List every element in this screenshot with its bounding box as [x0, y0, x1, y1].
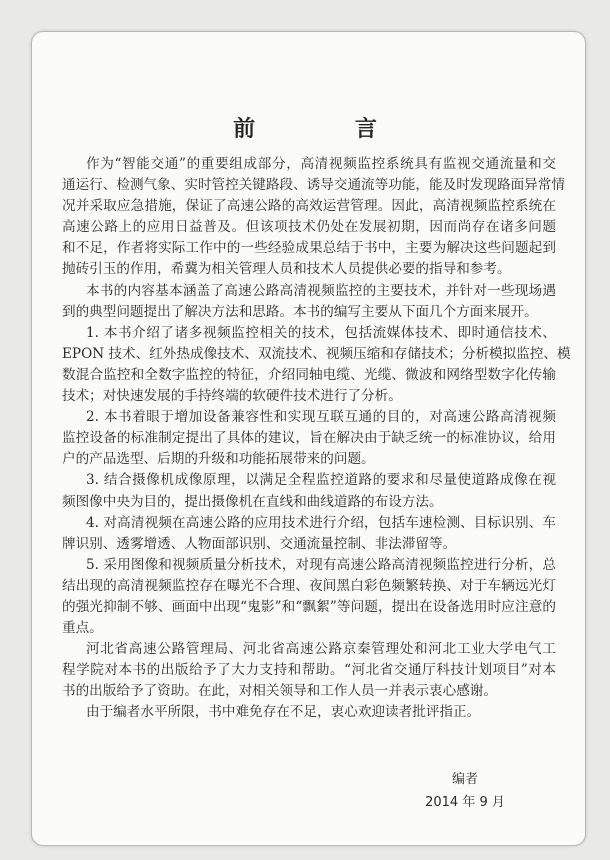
- text-line: 1. 本书介绍了诸多视频监控相关的技术，包括流媒体技术、即时通信技术、: [86, 324, 556, 341]
- text-line: 3. 结合摄像机成像原理，以满足全程监控道路的要求和尽量使道路成像在视: [86, 472, 556, 489]
- paragraph: [62, 702, 556, 723]
- text-line: 4. 对高清视频在高速公路的应用技术进行介绍，包括车速检测、目标识别、车: [86, 514, 556, 531]
- text-line: 监控设备的标准制定提出了具体的建议，旨在解决由于缺乏统一的标准协议，给用: [62, 430, 556, 447]
- text-line: 技术；对快速发展的手持终端的软硬件技术进行了分析。: [62, 388, 402, 405]
- paragraph: [62, 407, 556, 470]
- text-line: 通运行、检测气象、实时管控关键路段、诱导交通流等功能，能及时发现路面异常情: [62, 177, 565, 194]
- text-line: 重点。: [62, 620, 103, 637]
- text-line: 作为“智能交通”的重要组成部分，高清视频监控系统具有监视交通流量和交: [86, 156, 556, 172]
- text-line: 河北省高速公路管理局、河北省高速公路京秦管理处和河北工业大学电气工: [86, 641, 556, 658]
- preface-body: [62, 154, 571, 724]
- text-line: 结出现的高清视频监控存在曝光不合理、夜间黑白彩色频繁转换、对于车辆远光灯: [62, 577, 556, 594]
- text-line: 和不足，作者将实际工作中的一些经验成果总结于书中，主要为解决这些问题起到: [62, 240, 556, 257]
- paragraph: [62, 281, 556, 323]
- text-line: 到的典型问题提出了解决方法和思路。本书的编写主要从下面几个方面来展开。: [62, 303, 538, 320]
- paragraph: [62, 513, 556, 555]
- text-line: 由于编者水平所限，书中难免存在不足，衷心欢迎读者批评指正。: [86, 704, 481, 721]
- text-line: 频图像中央为目的，提出摄像机在直线和曲线道路的布设方法。: [62, 493, 443, 510]
- paragraph: [62, 154, 565, 281]
- text-line: 2. 本书着眼于增加设备兼容性和实现互联互通的目的，对高速公路高清视频: [86, 409, 556, 426]
- paragraph: [62, 555, 556, 639]
- date-line: 2014 年 9 月: [425, 795, 505, 810]
- text-line: 牌识别、透雾增透、人物面部识别、交通流量控制、非法滞留等。: [62, 535, 457, 552]
- paragraph: [62, 470, 556, 512]
- paragraph: [62, 323, 571, 407]
- text-line: 高速公路上的应用日益普及。但该项技术仍处在发展初期，因而尚存在诸多问题: [62, 219, 556, 236]
- paragraph: [62, 639, 556, 702]
- author-signature: 编者: [451, 772, 478, 787]
- text-line: 况并采取应急措施，保证了高速公路的高效运营管理。因此，高清视频监控系统在: [62, 198, 556, 215]
- text-line: 书的出版给予了资助。在此，对相关领导和工作人员一并表示衷心感谢。: [62, 683, 497, 700]
- text-line: 数混合监控和全数字监控的特征，介绍同轴电缆、光缆、微波和网络型数字化传输: [62, 366, 556, 383]
- text-line: 5. 采用图像和视频质量分析技术，对现有高速公路高清视频监控进行分析，总: [86, 556, 556, 573]
- text-line: 程学院对本书的出版给予了大力支持和帮助。“河北省交通厅科技计划项目”对本: [62, 662, 556, 679]
- text-line: EPON 技术、红外热成像技术、双流技术、视频压缩和存储技术；分析模拟监控、模: [62, 345, 571, 362]
- page-title: 前 言: [233, 116, 423, 142]
- text-line: 的强光抑制不够、画面中出现“鬼影”和“飘絮”等问题，提出在设备选用时应注意的: [62, 598, 556, 615]
- text-line: 抛砖引玉的作用，希冀为相关管理人员和技术人员提供必要的指导和参考。: [62, 261, 511, 278]
- text-line: 户的产品选型、后期的升级和功能拓展带来的问题。: [62, 451, 375, 468]
- text-line: 本书的内容基本涵盖了高速公路高清视频监控的主要技术，并针对一些现场遇: [86, 282, 556, 299]
